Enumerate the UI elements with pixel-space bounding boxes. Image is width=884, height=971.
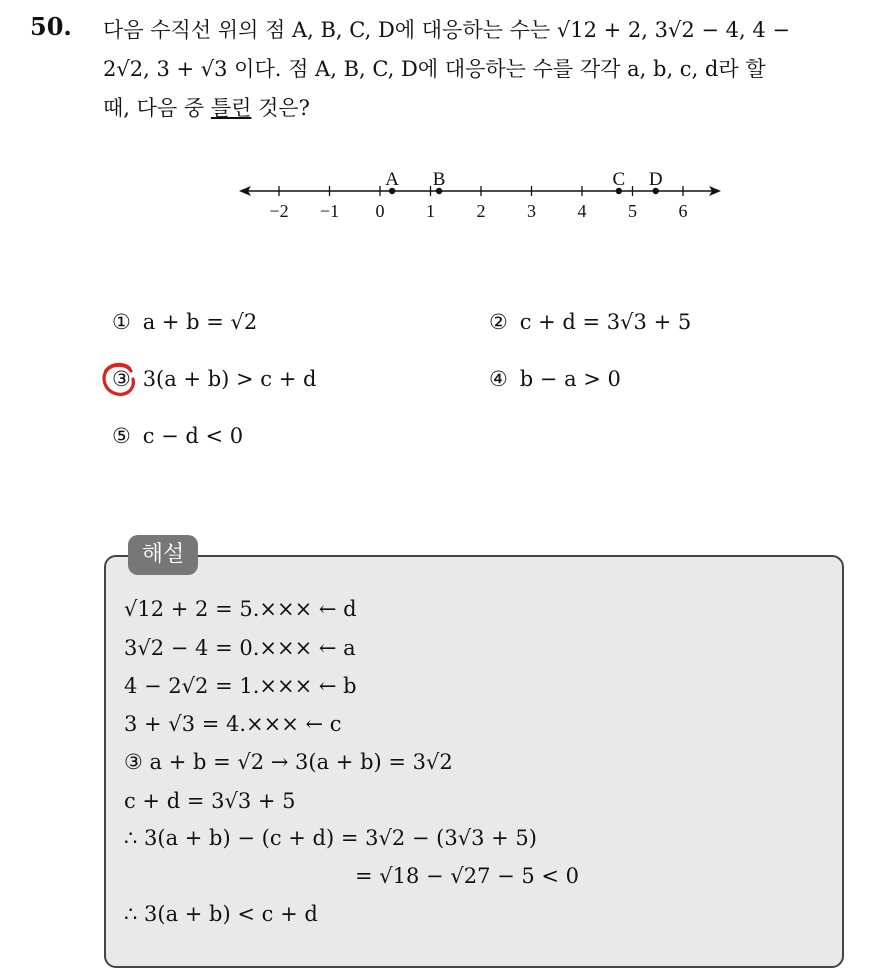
choice-3-text: 3(a + b) > c + d: [142, 367, 317, 391]
choice-1[interactable]: [112, 310, 257, 334]
point-label-c: C: [612, 169, 626, 190]
question-text-line-3: [103, 92, 310, 122]
question-text-line-2: 2√2, 3 + √3 이다. 점 A, B, C, D에 대응하는 수를 각각 a, b, c, d라 할: [103, 57, 766, 81]
choice-1-text: a + b = √2: [142, 310, 258, 334]
tick-label-3: 3: [527, 201, 536, 221]
question-number: 50.: [30, 12, 72, 41]
choice-2-text: c + d = 3√3 + 5: [519, 310, 692, 334]
solution-line-2: 3√2 − 4 = 0.××× ← a: [124, 636, 356, 660]
question-line3-post: 것은?: [251, 96, 310, 120]
solution-line-7: ∴ 3(a + b) − (c + d) = 3√2 − (3√3 + 5): [124, 826, 537, 850]
answer-circle-mark: [101, 361, 137, 397]
tick-label-1: 1: [426, 201, 435, 221]
choice-4[interactable]: [489, 367, 621, 391]
choice-2-number: ②: [489, 310, 508, 334]
tick-label--1: −1: [319, 201, 340, 221]
solution-line-9: ∴ 3(a + b) < c + d: [124, 902, 318, 926]
choice-1-number: ①: [112, 310, 131, 334]
tick-label-5: 5: [628, 201, 637, 221]
point-label-d: D: [648, 169, 663, 190]
tick-label--2: −2: [269, 201, 289, 221]
choice-5-number: ⑤: [112, 424, 131, 448]
tick-label-2: 2: [476, 201, 486, 221]
point-label-b: B: [432, 169, 446, 190]
solution-line-3: 4 − 2√2 = 1.××× ← b: [124, 674, 357, 698]
question-line3-pre: 때, 다음 중: [103, 96, 211, 120]
solution-line-4: 3 + √3 = 4.××× ← c: [124, 712, 342, 736]
question-text-line-1: 다음 수직선 위의 점 A, B, C, D에 대응하는 수는 √12 + 2, 3√2 − 4, 4 −: [103, 18, 790, 42]
tick-label-0: 0: [375, 201, 385, 221]
solution-line-5: ③ a + b = √2 → 3(a + b) = 3√2: [124, 750, 453, 774]
solution-line-6: c + d = 3√3 + 5: [124, 789, 296, 813]
choice-5[interactable]: [112, 424, 243, 448]
solution-line-1: √12 + 2 = 5.××× ← d: [124, 597, 357, 621]
tick-label-4: 4: [577, 201, 587, 221]
choice-5-text: c − d < 0: [142, 424, 244, 448]
choice-4-text: b − a > 0: [519, 367, 621, 391]
choice-2[interactable]: [489, 310, 691, 334]
number-line: [235, 160, 735, 230]
choice-3-number: ③: [112, 367, 131, 391]
solution-tag: 해설: [128, 535, 198, 575]
tick-label-6: 6: [678, 201, 688, 221]
solution-line-8: = √18 − √27 − 5 < 0: [355, 864, 580, 888]
point-label-a: A: [385, 169, 399, 190]
choice-4-number: ④: [489, 367, 508, 391]
underlined-wrong-word: 틀린: [210, 96, 252, 120]
choice-3[interactable]: [112, 367, 316, 391]
